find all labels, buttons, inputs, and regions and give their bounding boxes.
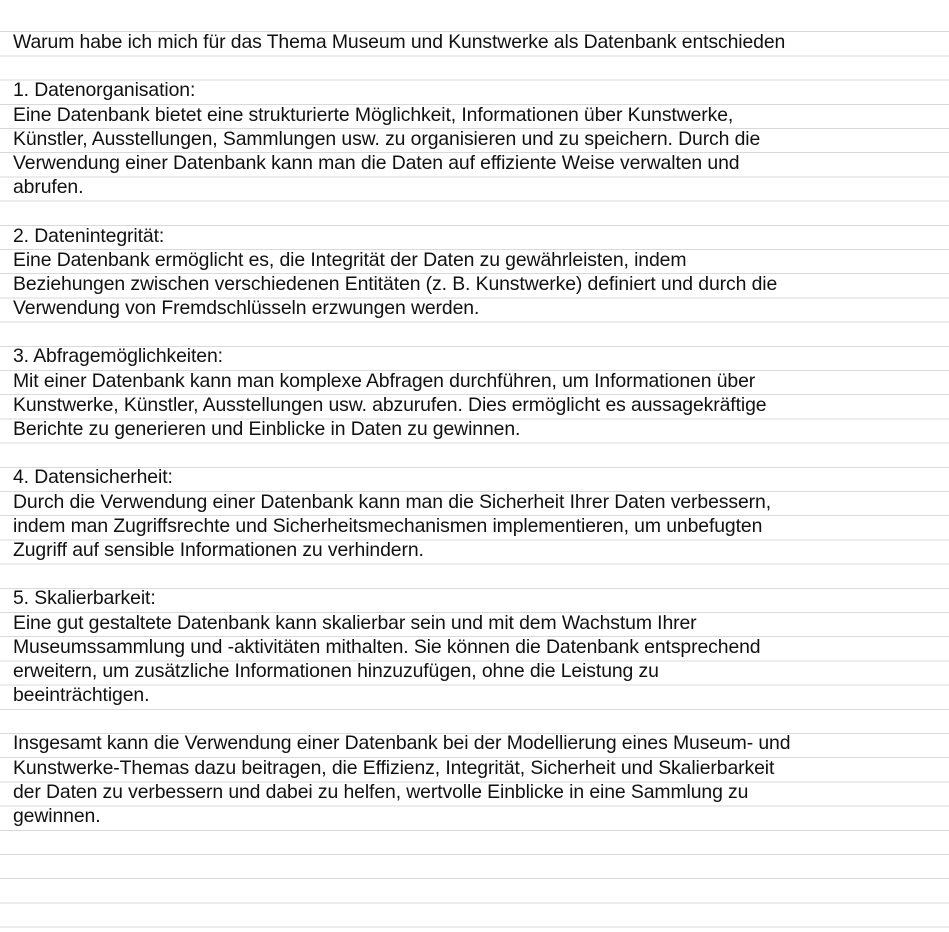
paragraph-line: Eine Datenbank ermöglicht es, die Integrität der Daten zu gewährleisten, indem xyxy=(13,248,687,271)
paragraph-line: Museumssammlung und -aktivitäten mithalten. Sie können die Datenbank entsprechend xyxy=(13,635,761,658)
note-content[interactable] xyxy=(13,30,938,828)
section-heading-abfragemoeglichkeiten: 3. Abfragemöglichkeiten: xyxy=(13,345,223,368)
paragraph-line: Berichte zu generieren und Einblicke in Daten zu gewinnen. xyxy=(13,418,521,440)
paragraph-line: Mit einer Datenbank kann man komplexe Abfragen durchführen, um Informationen über xyxy=(13,369,756,392)
conclusion-line: Kunstwerke-Themas dazu beitragen, die Effizienz, Integrität, Sicherheit und Skalierbarkeit xyxy=(13,756,775,779)
blank-line xyxy=(13,562,938,586)
conclusion-line: gewinnen. xyxy=(13,805,101,827)
blank-line xyxy=(13,54,938,78)
blank-line xyxy=(13,199,938,223)
paragraph-line: indem man Zugriffsrechte und Sicherheitsmechanismen implementieren, um unbefugten xyxy=(13,514,763,537)
paragraph-line: erweitern, um zusätzliche Informationen hinzuzufügen, ohne die Leistung zu xyxy=(13,659,659,682)
blank-line xyxy=(13,441,938,465)
section-heading-datensicherheit: 4. Datensicherheit: xyxy=(13,466,173,489)
paragraph-line: beeinträchtigen. xyxy=(13,684,150,707)
paragraph-line: Verwendung von Fremdschlüsseln erzwungen werden. xyxy=(13,297,480,320)
paragraph-line: Zugriff auf sensible Informationen zu verhindern. xyxy=(13,538,424,561)
blank-line xyxy=(13,707,938,731)
paragraph-line: Kunstwerke, Künstler, Ausstellungen usw. abzurufen. Dies ermöglicht es aussagekräftige xyxy=(13,393,767,416)
section-heading-datenintegritaet: 2. Datenintegrität: xyxy=(13,224,165,247)
paragraph-line: Eine Datenbank bietet eine strukturierte Möglichkeit, Informationen über Kunstwerke, xyxy=(13,103,734,126)
paragraph-line: Beziehungen zwischen verschiedenen Entitäten (z. B. Kunstwerke) definiert und durch die xyxy=(13,272,778,295)
paragraph-line: Eine gut gestaltete Datenbank kann skalierbar sein und mit dem Wachstum Ihrer xyxy=(13,611,697,634)
paragraph-line: abrufen. xyxy=(13,176,84,199)
blank-line xyxy=(13,320,938,344)
section-heading-skalierbarkeit: 5. Skalierbarkeit: xyxy=(13,587,156,610)
conclusion-line: der Daten zu verbessern und dabei zu helfen, wertvolle Einblicke in eine Sammlung zu xyxy=(13,780,749,803)
paragraph-line: Durch die Verwendung einer Datenbank kann man die Sicherheit Ihrer Daten verbessern, xyxy=(13,490,771,513)
section-heading-datenorganisation: 1. Datenorganisation: xyxy=(13,79,196,102)
paragraph-line: Künstler, Ausstellungen, Sammlungen usw. zu organisieren und zu speichern. Durch die xyxy=(13,127,761,150)
paragraph-line: Verwendung einer Datenbank kann man die Daten auf effiziente Weise verwalten und xyxy=(13,151,740,174)
conclusion-line: Insgesamt kann die Verwendung einer Datenbank bei der Modellierung eines Museum- und xyxy=(13,732,791,755)
note-title: Warum habe ich mich für das Thema Museum und Kunstwerke als Datenbank entschieden xyxy=(13,31,786,53)
